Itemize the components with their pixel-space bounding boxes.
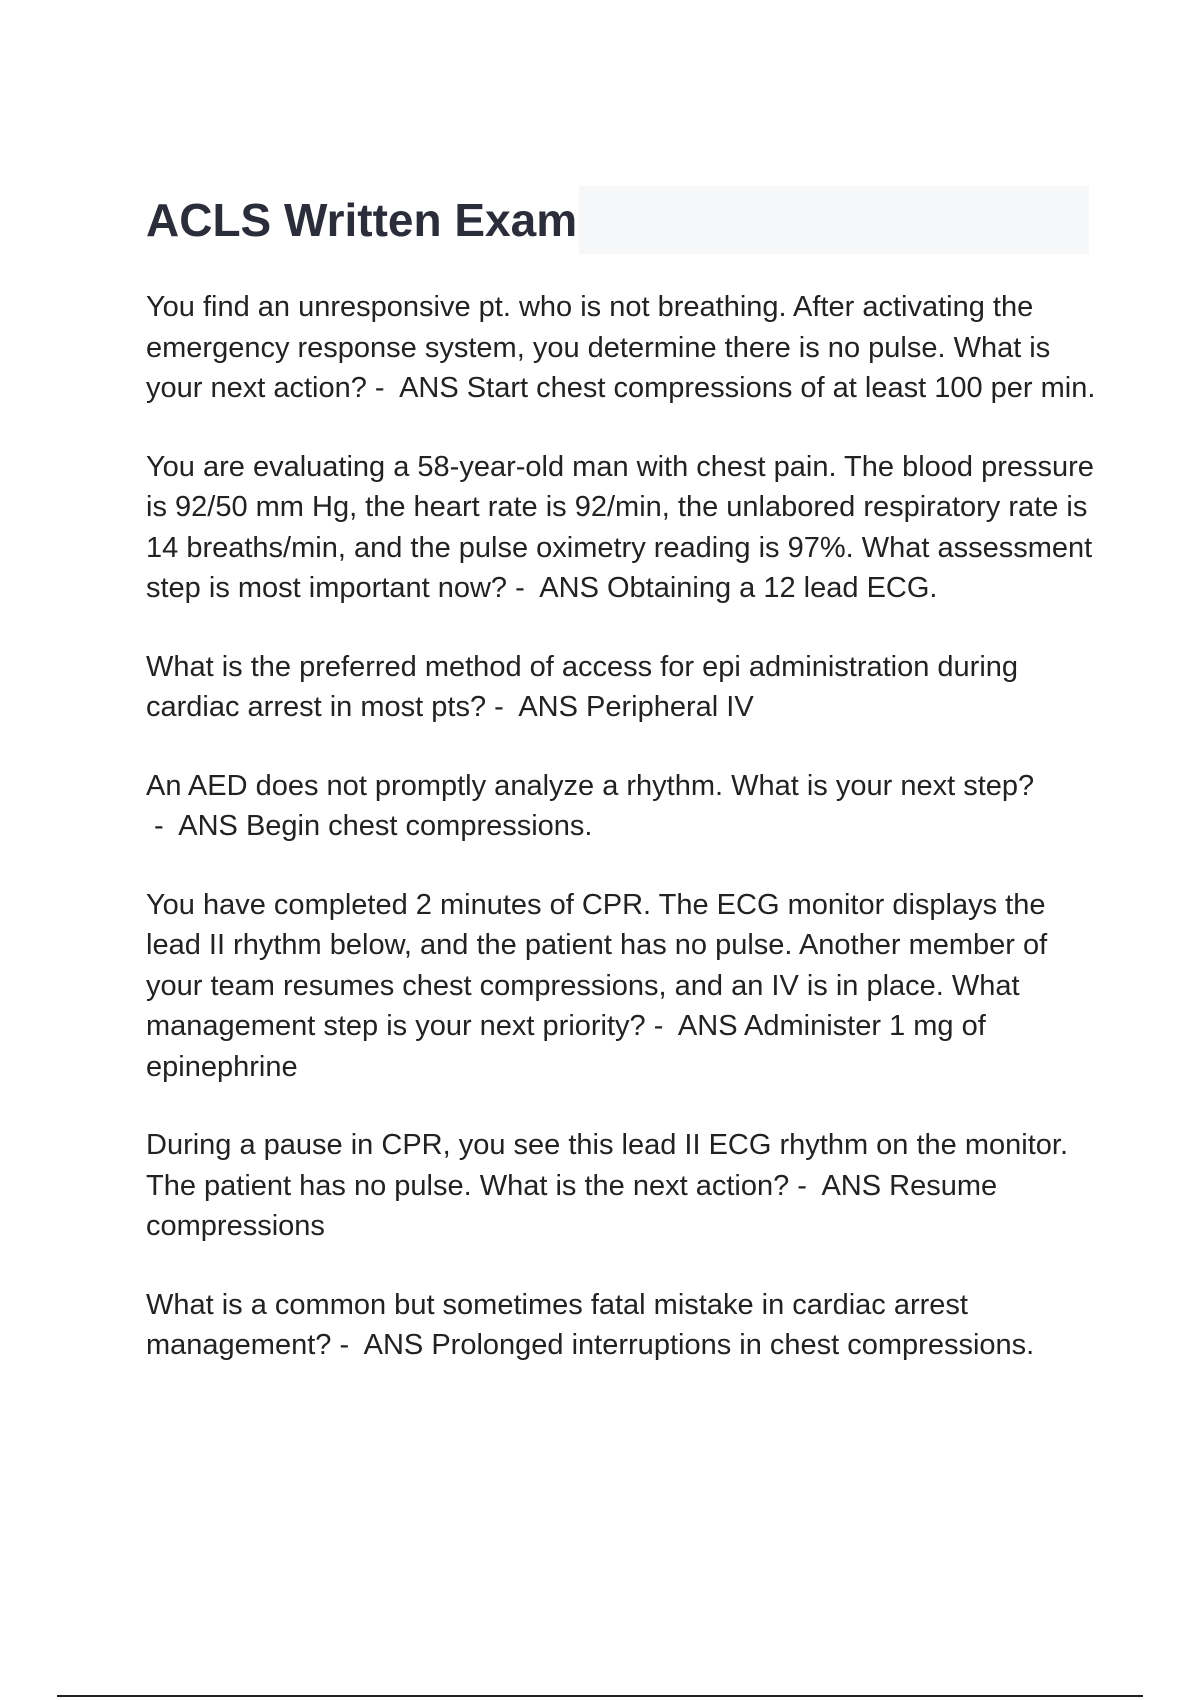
separator: - bbox=[789, 1169, 822, 1202]
document-title: ACLS Written Exam bbox=[146, 186, 579, 254]
answer-marker: ANS bbox=[821, 1169, 882, 1202]
separator: - bbox=[645, 1010, 678, 1042]
answer-marker: ANS bbox=[178, 810, 238, 842]
answer-marker: ANS bbox=[518, 691, 578, 723]
separator: - bbox=[331, 1329, 364, 1361]
question-text: What is a common but sometimes fatal mistake in cardiac arrest management? bbox=[146, 1288, 968, 1361]
answer-marker: ANS bbox=[363, 1329, 424, 1361]
qa-item bbox=[146, 766, 1096, 847]
answer-text: Peripheral IV bbox=[586, 691, 754, 723]
question-text: You are evaluating a 58-year-old man with chest pain. The blood pressure is 92/50 mm Hg, the heart rate is 92/min, the unlabored respiratory rate is 14 breaths/min, and the pulse oximetry reading is 97%. What assessment step is most important now? bbox=[146, 450, 1094, 604]
answer-marker: ANS bbox=[677, 1010, 738, 1042]
qa-item bbox=[146, 447, 1096, 609]
answer-text: Prolonged interruptions in chest compressions. bbox=[431, 1329, 1035, 1361]
question-text: You have completed 2 minutes of CPR. The ECG monitor displays the lead II rhythm below, and the patient has no pulse. Another member of your team resumes chest compressions, and an IV is in place. What management step is your next priority? bbox=[146, 888, 1048, 1042]
answer-marker: ANS bbox=[539, 572, 599, 604]
answer-text: Begin chest compressions. bbox=[245, 810, 593, 842]
footer-divider bbox=[57, 1695, 1143, 1697]
qa-item bbox=[146, 287, 1096, 409]
answer-text: Obtaining a 12 lead ECG. bbox=[606, 572, 938, 604]
separator: - bbox=[366, 372, 400, 404]
answer-text: Start chest compressions of at least 100 per min. bbox=[466, 372, 1096, 404]
separator: - bbox=[507, 572, 540, 604]
qa-item bbox=[146, 1285, 1096, 1366]
answer-text: Resume compressions bbox=[146, 1169, 998, 1242]
question-text: An AED does not promptly analyze a rhythm. What is your next step? bbox=[146, 769, 1035, 802]
qa-list bbox=[146, 287, 1096, 1404]
answer-marker: ANS bbox=[399, 372, 459, 404]
question-text: During a pause in CPR, you see this lead II ECG rhythm on the monitor. The patient has no pulse. What is the next action? bbox=[146, 1129, 1069, 1202]
separator: - bbox=[486, 691, 519, 723]
separator: - bbox=[146, 810, 179, 842]
question-text: You find an unresponsive pt. who is not breathing. After activating the emergency response system, you determine there is no pulse. What is your next action? bbox=[146, 291, 1051, 404]
qa-item bbox=[146, 1125, 1096, 1247]
answer-text: Administer 1 mg of epinephrine bbox=[146, 1010, 986, 1083]
question-text: What is the preferred method of access for epi administration during cardiac arrest in most pts? bbox=[146, 650, 1019, 723]
qa-item bbox=[146, 647, 1096, 728]
qa-item bbox=[146, 885, 1096, 1088]
